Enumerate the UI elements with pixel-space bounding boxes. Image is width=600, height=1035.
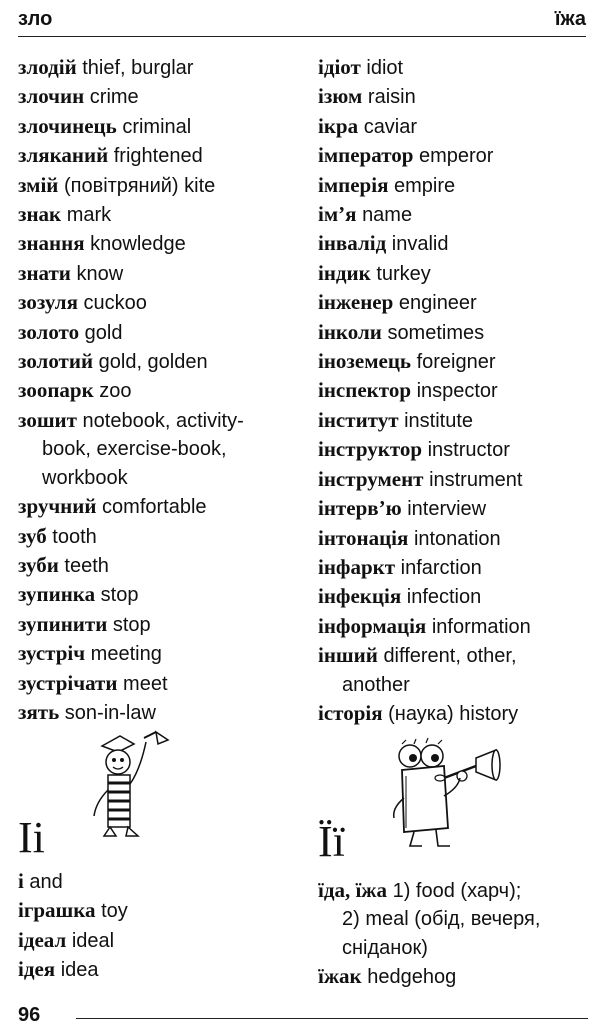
translation: tooth (52, 525, 97, 548)
translation: instructor (427, 439, 510, 462)
page-header (18, 6, 586, 36)
translation: meeting (90, 643, 162, 666)
dictionary-entry (18, 288, 303, 317)
section-letter-i: Ii (18, 813, 45, 862)
dictionary-entry (18, 171, 303, 200)
headword: інвалід (318, 231, 387, 256)
translation: stop (112, 613, 151, 636)
dictionary-entry (18, 551, 303, 580)
headword: інспектор (318, 378, 411, 403)
translation: instrument (429, 468, 523, 491)
dictionary-entry (318, 876, 596, 905)
dictionary-entry (18, 82, 303, 111)
translation: toy (101, 900, 128, 923)
dictionary-entry (318, 171, 596, 200)
headword: зупинити (18, 611, 108, 636)
headword: іноземець (318, 349, 412, 374)
headword: знак (18, 202, 62, 227)
translation: know (76, 262, 124, 285)
translation: empire (394, 174, 456, 197)
translation: emperor (418, 145, 494, 168)
dictionary-entry (318, 494, 596, 523)
translation: comfortable (102, 496, 207, 519)
headword: зошит (18, 407, 77, 432)
dictionary-entry (318, 962, 596, 991)
dictionary-entry (18, 639, 303, 668)
dictionary-entry (318, 699, 596, 728)
dictionary-entry (18, 522, 303, 551)
dictionary-entry (18, 926, 303, 955)
dictionary-entry (18, 406, 303, 435)
headword: інфекція (318, 584, 402, 609)
translation: frightened (113, 145, 203, 168)
dictionary-entry (18, 200, 303, 229)
headword: інколи (318, 319, 382, 344)
headword: золотий (18, 349, 94, 374)
headword: інструктор (318, 437, 423, 462)
translation: knowledge (90, 233, 186, 256)
header-first-word: зло (18, 8, 53, 30)
dictionary-entry (318, 229, 596, 258)
translation: mark (66, 204, 112, 227)
dictionary-entry (318, 112, 596, 141)
headword: золото (18, 319, 80, 344)
translation: teeth (64, 554, 109, 577)
translation: idea (60, 959, 99, 982)
translation: gold, golden (98, 351, 208, 374)
headword: ідея (18, 957, 56, 982)
headword: інформація (318, 613, 427, 638)
headword: зустріч (18, 641, 86, 666)
headword: індик (318, 260, 371, 285)
translation: gold (84, 321, 123, 344)
headword: інфаркт (318, 554, 396, 579)
translation: cuckoo (83, 292, 147, 315)
headword: змій (18, 172, 59, 197)
translation: zoo (99, 380, 132, 403)
headword: інтонація (318, 525, 409, 550)
headword: зустрічати (18, 670, 118, 695)
headword: ідеал (18, 927, 67, 952)
dictionary-entry (18, 698, 303, 727)
section-letter-yi: Її (318, 817, 345, 866)
headword: зручний (18, 494, 97, 519)
dictionary-entry (18, 229, 303, 258)
headword: інтерв’ю (318, 496, 402, 521)
dictionary-entry (18, 669, 303, 698)
dictionary-entry (18, 112, 303, 141)
translation: inspector (416, 380, 498, 403)
page-number: 96 (18, 1004, 41, 1026)
dictionary-entry (18, 867, 303, 896)
translation: institute (404, 409, 474, 432)
dictionary-entry (318, 376, 596, 405)
section-yi-entries (318, 876, 596, 992)
headword: зять (18, 699, 60, 724)
dictionary-entry (18, 896, 303, 925)
headword: інженер (318, 290, 394, 315)
headword: злочинець (18, 113, 117, 138)
translation: name (362, 204, 413, 227)
translation: meet (123, 672, 168, 695)
headword: знання (18, 231, 85, 256)
right-column (318, 53, 596, 728)
dictionary-entry (318, 406, 596, 435)
dictionary-entry (318, 553, 596, 582)
translation: sometimes (387, 321, 485, 344)
headword: зозуля (18, 290, 78, 315)
translation: different, other, (383, 645, 517, 668)
dictionary-entry (318, 582, 596, 611)
headword: ім’я (318, 202, 357, 227)
headword: історія (318, 700, 383, 725)
headword: знати (18, 260, 71, 285)
headword: зляканий (18, 143, 109, 168)
translation: idiot (366, 57, 404, 79)
translation: raisin (367, 86, 416, 109)
translation: and (29, 871, 63, 893)
dictionary-entry (18, 492, 303, 521)
dictionary-entry (318, 641, 596, 670)
dictionary-entry (18, 318, 303, 347)
translation: information (431, 615, 531, 638)
dictionary-entry (18, 955, 303, 984)
translation: thief, burglar (82, 57, 194, 79)
headword: інститут (318, 407, 399, 432)
translation: hedgehog (367, 966, 457, 989)
dictionary-entry (18, 347, 303, 376)
headword: і (18, 869, 24, 893)
translation: crime (89, 86, 139, 109)
translation: son-in-law (64, 701, 156, 724)
header-last-word: їжа (554, 8, 586, 30)
header-rule (18, 36, 586, 37)
dictionary-entry (318, 318, 596, 347)
letter-i-character-illustration (84, 730, 184, 840)
dictionary-entry (318, 524, 596, 553)
translation: criminal (122, 115, 192, 138)
dictionary-entry (318, 347, 596, 376)
translation-continuation: workbook (42, 466, 128, 489)
section-i-entries (18, 867, 303, 985)
translation: turkey (376, 262, 431, 285)
headword: ікра (318, 113, 359, 138)
headword: їда, їжа (318, 878, 388, 902)
dictionary-entry (318, 259, 596, 288)
translation: caviar (363, 115, 418, 138)
headword: зоопарк (18, 378, 94, 403)
translation: (повітряний) kite (63, 174, 216, 197)
headword: їжак (318, 964, 362, 989)
translation-continuation: another (342, 673, 410, 696)
translation: invalid (391, 233, 449, 256)
translation: interview (407, 498, 487, 521)
translation-continuation: 2) meal (обід, вечеря, (342, 908, 541, 931)
translation: engineer (398, 292, 477, 315)
footer-rule (76, 1018, 588, 1019)
headword: імперія (318, 172, 389, 197)
translation: stop (100, 584, 139, 607)
headword: ізюм (318, 84, 363, 109)
dictionary-entry (318, 82, 596, 111)
translation: infection (406, 586, 482, 609)
dictionary-entry (18, 141, 303, 170)
headword: ідіот (318, 55, 361, 79)
translation: (наука) history (388, 702, 519, 725)
headword: імператор (318, 143, 414, 168)
dictionary-entry (318, 435, 596, 464)
headword: зуб (18, 523, 47, 548)
translation: intonation (413, 527, 501, 550)
dictionary-entry (18, 259, 303, 288)
dictionary-entry (18, 580, 303, 609)
translation: foreigner (416, 351, 496, 374)
dictionary-entry (318, 53, 596, 82)
headword: інший (318, 643, 378, 668)
dictionary-entry (18, 53, 303, 82)
dictionary-entry (318, 288, 596, 317)
dictionary-entry (318, 141, 596, 170)
headword: зуби (18, 552, 59, 577)
dictionary-entry (18, 376, 303, 405)
translation: infarction (400, 556, 482, 579)
translation-continuation: book, exercise-book, (42, 438, 227, 461)
left-column (18, 53, 303, 727)
dictionary-entry (18, 610, 303, 639)
translation: ideal (71, 929, 115, 952)
translation-continuation: сніданок) (342, 936, 428, 959)
dictionary-entry (318, 612, 596, 641)
translation: 1) food (харч); (392, 880, 522, 902)
translation: notebook, activity- (82, 409, 244, 432)
letter-yi-character-illustration (392, 736, 502, 852)
headword: інструмент (318, 466, 424, 491)
headword: злочин (18, 84, 85, 109)
dictionary-entry (318, 200, 596, 229)
headword: іграшка (18, 898, 96, 923)
headword: зупинка (18, 582, 96, 607)
headword: злодій (18, 55, 77, 79)
dictionary-entry (318, 465, 596, 494)
